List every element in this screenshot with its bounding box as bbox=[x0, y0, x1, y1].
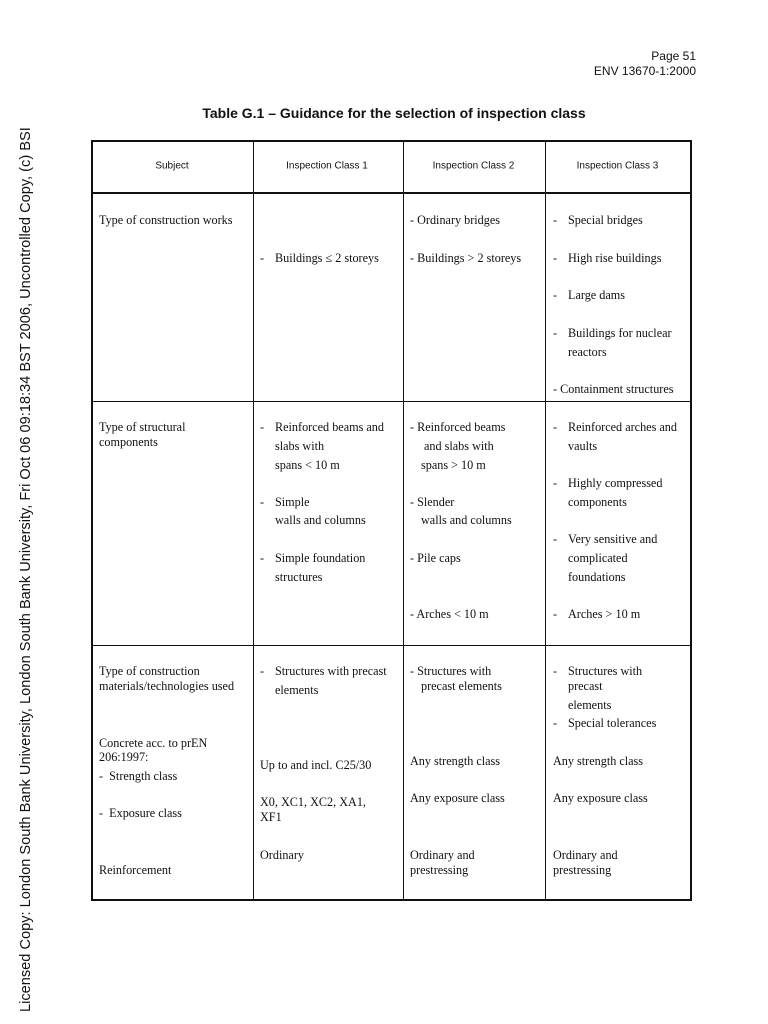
cell-text: walls and columns bbox=[275, 513, 366, 527]
page-header bbox=[594, 49, 696, 79]
cell-text: components bbox=[568, 495, 627, 509]
cell-text: - Reinforced beams bbox=[410, 420, 506, 434]
header-divider bbox=[93, 192, 690, 194]
cell-text: Ordinary bbox=[260, 848, 304, 862]
bullet-dash: - bbox=[553, 251, 558, 265]
cell-text: foundations bbox=[568, 570, 626, 584]
cell-text: Type of construction bbox=[99, 664, 200, 678]
header-class-2: Inspection Class 2 bbox=[432, 160, 515, 172]
bullet-dash: - bbox=[553, 288, 558, 302]
cell-text: Ordinary and bbox=[410, 848, 475, 862]
cell-text: Type of construction works bbox=[99, 213, 233, 227]
header-class-3: Inspection Class 3 bbox=[576, 160, 659, 172]
header-class-1: Inspection Class 1 bbox=[286, 160, 368, 172]
cell-text: Concrete acc. to prEN bbox=[99, 736, 208, 750]
column-divider bbox=[403, 142, 404, 899]
cell-text: Type of structural bbox=[99, 420, 186, 434]
cell-text: - Exposure class bbox=[99, 806, 182, 820]
cell-text: XF1 bbox=[260, 810, 282, 824]
table-title: Table G.1 – Guidance for the selection of inspection class bbox=[202, 105, 586, 121]
cell-text: - Buildings > 2 storeys bbox=[410, 251, 522, 265]
cell-text: Structures with precast bbox=[275, 664, 387, 678]
cell-text: vaults bbox=[568, 439, 598, 453]
cell-text: and slabs with bbox=[424, 439, 494, 453]
cell-text: prestressing bbox=[553, 863, 612, 877]
bullet-dash: - bbox=[260, 420, 265, 434]
column-divider bbox=[545, 142, 546, 899]
bullet-dash: - bbox=[553, 213, 558, 227]
header-subject: Subject bbox=[155, 160, 189, 172]
document-id: ENV 13670-1:2000 bbox=[593, 64, 696, 78]
cell-text: Arches > 10 m bbox=[568, 607, 641, 621]
cell-text: reactors bbox=[568, 345, 607, 359]
cell-text: Up to and incl. C25/30 bbox=[260, 758, 372, 772]
cell-text: materials/technologies used bbox=[99, 679, 235, 693]
cell-text: Very sensitive and bbox=[568, 532, 658, 546]
cell-text: Reinforced beams and bbox=[275, 420, 384, 434]
bullet-dash: - bbox=[260, 495, 265, 509]
cell-text: Special tolerances bbox=[568, 716, 657, 730]
cell-text: spans > 10 m bbox=[421, 458, 486, 472]
cell-text: - Containment structures bbox=[553, 382, 674, 396]
cell-text: Any strength class bbox=[410, 754, 501, 768]
cell-text: - Pile caps bbox=[410, 551, 461, 565]
cell-text: spans < 10 m bbox=[275, 458, 340, 472]
cell-text: walls and columns bbox=[421, 513, 512, 527]
cell-text: Reinforcement bbox=[99, 863, 172, 877]
cell-text: Buildings ≤ 2 storeys bbox=[275, 251, 379, 265]
bullet-dash: - bbox=[553, 664, 558, 678]
cell-text: Reinforced arches and bbox=[568, 420, 677, 434]
cell-text: Large dams bbox=[568, 288, 625, 302]
bullet-dash: - bbox=[553, 476, 558, 490]
cell-text: - Ordinary bridges bbox=[410, 213, 501, 227]
cell-text: components bbox=[99, 435, 158, 449]
cell-text: Simple foundation bbox=[275, 551, 366, 565]
cell-text: Any exposure class bbox=[410, 791, 505, 805]
cell-text: Highly compressed bbox=[568, 476, 663, 490]
cell-text: Simple bbox=[275, 495, 310, 509]
cell-text: 206:1997: bbox=[99, 750, 149, 764]
column-divider bbox=[253, 142, 254, 899]
bullet-dash: - bbox=[260, 664, 265, 678]
page-number: Page 51 bbox=[651, 49, 696, 63]
bullet-dash: - bbox=[553, 532, 558, 546]
bullet-dash: - bbox=[260, 551, 265, 565]
cell-text: Ordinary and bbox=[553, 848, 618, 862]
bullet-dash: - bbox=[260, 251, 265, 265]
bullet-dash: - bbox=[553, 716, 558, 730]
cell-text: prestressing bbox=[410, 863, 469, 877]
bullet-dash: - bbox=[553, 326, 558, 340]
cell-text: complicated bbox=[568, 551, 628, 565]
row-divider bbox=[93, 645, 690, 646]
cell-text: X0, XC1, XC2, XA1, bbox=[260, 795, 366, 809]
cell-text: Buildings for nuclear bbox=[568, 326, 672, 340]
cell-text: structures bbox=[275, 570, 323, 584]
bullet-dash: - bbox=[553, 607, 558, 621]
side-watermark: Licensed Copy: London South Bank University, London South Bank University, Fri Oct 06 09:18:34 BST 2006, Uncontrolled Copy, (c) BSI bbox=[18, 127, 34, 1012]
cell-text: - Strength class bbox=[99, 769, 178, 783]
cell-text: precast elements bbox=[421, 679, 502, 693]
cell-text: High rise buildings bbox=[568, 251, 662, 265]
cell-text: Special bridges bbox=[568, 213, 643, 227]
cell-text: elements bbox=[568, 698, 612, 712]
cell-text: - Arches < 10 m bbox=[410, 607, 489, 621]
cell-text: - Slender bbox=[410, 495, 455, 509]
cell-text: elements bbox=[275, 683, 319, 697]
cell-text: Structures with bbox=[568, 664, 643, 678]
bullet-dash: - bbox=[553, 420, 558, 434]
cell-text: - Structures with bbox=[410, 664, 492, 678]
cell-text: precast bbox=[568, 679, 603, 693]
cell-text: Any strength class bbox=[553, 754, 644, 768]
row-divider bbox=[93, 401, 690, 402]
cell-text: Any exposure class bbox=[553, 791, 648, 805]
cell-text: slabs with bbox=[275, 439, 325, 453]
